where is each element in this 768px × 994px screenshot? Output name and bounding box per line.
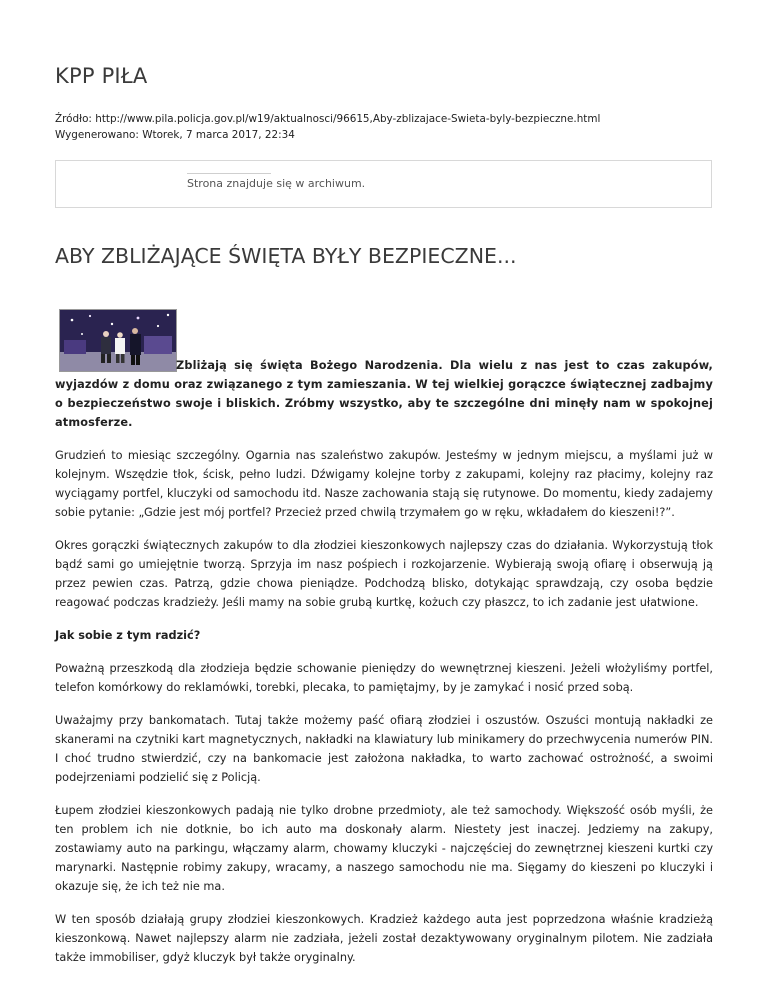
article-subheading: Jak sobie z tym radzić?	[55, 629, 201, 642]
article-paragraph: Poważną przeszkodą dla złodzieja będzie schowanie pieniędzy do wewnętrznej kieszeni. Jeżeli włożyliśmy portfel, telefon komórkowy do reklamówki, torebki, plecaka, to pamiętajmy, by je zamykać i nosić przed sobą.	[55, 662, 713, 694]
article-title: ABY ZBLIŻAJĄCE ŚWIĘTA BYŁY BEZPIECZNE...	[55, 244, 517, 268]
document-meta	[55, 111, 600, 143]
archive-notice-box	[55, 160, 712, 208]
article-body	[55, 356, 713, 981]
article-paragraph: Okres gorączki świątecznych zakupów to dla złodziei kieszonkowych najlepszy czas do działania. Wykorzystują tłok bądź sami go umiejętnie tworzą. Sprzyja im nasz pośpiech i rozkojarzenie. Wybierają swoją ofiarę i obserwują ją przez pewien czas. Patrzą, gdzie chowa pieniądze. Podchodzą blisko, dotykając sprawdzają, czy osoba będzie reagować podczas kradzieży. Jeśli mamy na sobie grubą kurtkę, kożuch czy płaszcz, to ich zadanie jest ułatwione.	[55, 539, 713, 609]
archive-divider	[187, 173, 271, 174]
article-lead: Zbliżają się święta Bożego Narodzenia. Dla wielu z nas jest to czas zakupów, wyjazdów z domu oraz związanego z tym zamieszania. W tej wielkiej gorączce świątecznej zadbajmy o bezpieczeństwo swoje i bliskich. Zróbmy wszystko, aby te szczególne dni minęły nam w spokojnej atmosferze.	[55, 359, 713, 429]
article-paragraph: Grudzień to miesiąc szczególny. Ogarnia nas szaleństwo zakupów. Jesteśmy w jednym miejscu, a myślami już w kolejnym. Wszędzie tłok, ścisk, pełno ludzi. Dźwigamy kolejne torby z zakupami, kolejny raz płacimy, kolejny raz wyciągamy portfel, kluczyki od samochodu itd. Nasze zachowania stają się rutynowe. Do momentu, kiedy zadajemy sobie pytanie: „Gdzie jest mój portfel? Przecież przed chwilą trzymałem go w ręku, wkładałem do kieszeni!?”.	[55, 449, 713, 519]
article-paragraph: Łupem złodziei kieszonkowych padają nie tylko drobne przedmioty, ale też samochody. Większość osób myśli, że ten problem ich nie dotknie, bo ich auto ma doskonały alarm. Niestety jest inaczej. Jedziemy na zakupy, zostawiamy auto na parkingu, włączamy alarm, chowamy kluczyki - najczęściej do zewnętrznej kieszeni kurtki czy marynarki. Następnie robimy zakupy, wracamy, a naszego samochodu nie ma. Sięgamy do kieszeni po kluczyki i okazuje się, że ich też nie ma.	[55, 804, 713, 893]
article-paragraph: W ten sposób działają grupy złodziei kieszonkowych. Kradzież każdego auta jest poprzedzona właśnie kradzieżą kieszonkową. Nawet najlepszy alarm nie zadziała, jeżeli został dezaktywowany oryginalnym pilotem. Nie zadziała także immobiliser, gdyż kluczyk był także oryginalny.	[55, 913, 713, 964]
archive-notice: Strona znajduje się w archiwum.	[187, 177, 366, 190]
generated-line: Wygenerowano: Wtorek, 7 marca 2017, 22:34	[55, 129, 295, 141]
site-title: KPP PIŁA	[55, 64, 148, 88]
article-paragraph: Uważajmy przy bankomatach. Tutaj także możemy paść ofiarą złodziei i oszustów. Oszuści montują nakładki ze skanerami na czytniki kart magnetycznych, nakładki na klawiatury lub minikamery do przechwycenia numerów PIN. I choć trudno stwierdzić, czy na bankomacie jest założona nakładka, to warto zachować ostrożność, a swoimi podejrzeniami podzielić się z Policją.	[55, 714, 713, 784]
source-line: Źródło: http://www.pila.policja.gov.pl/w19/aktualnosci/96615,Aby-zblizajace-Swieta-byly-bezpieczne.html	[55, 113, 601, 125]
